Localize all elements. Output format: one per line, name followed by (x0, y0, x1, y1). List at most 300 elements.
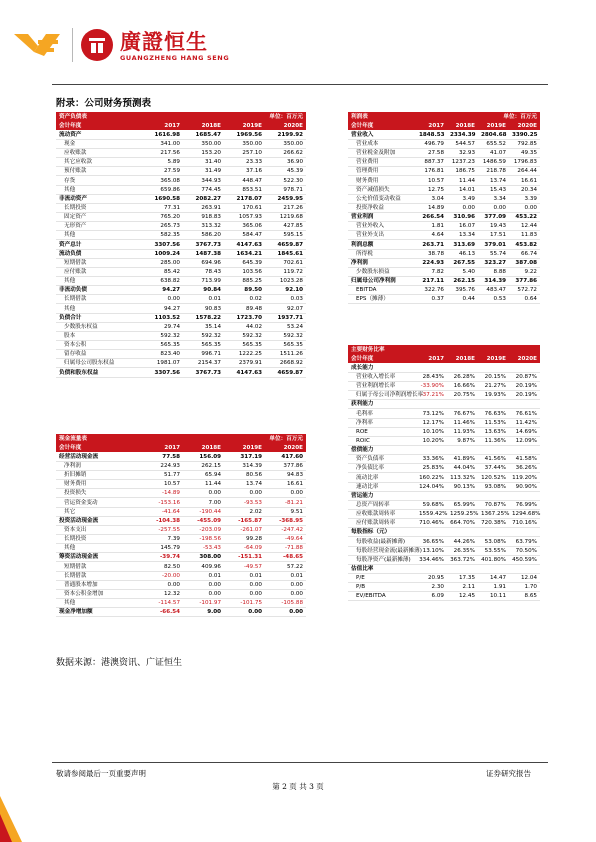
cell-value: -190.44 (183, 507, 224, 516)
row-label: 净利润 (56, 461, 142, 470)
cell-value: 124.04% (416, 482, 447, 491)
cell-value: -153.16 (142, 498, 183, 507)
column-header: 会计年度 (348, 354, 416, 363)
cell-value: 592.32 (142, 331, 183, 340)
cell-value: 14.89 (416, 203, 447, 212)
cell-value: 17.51 (478, 231, 509, 240)
cell-value: 0.00 (224, 608, 265, 617)
year-header: 2017 (142, 121, 183, 130)
cell-value: 1.91 (478, 583, 509, 592)
row-label: 负债和股东权益 (56, 368, 142, 377)
cell-value: 65.99% (447, 500, 478, 509)
cell-value: 11.42% (509, 418, 540, 427)
cell-value: 11.93% (447, 427, 478, 436)
cell-value: 145.79 (142, 544, 183, 553)
cell-value: 11.83 (509, 231, 540, 240)
cell-value: 12.17% (416, 418, 447, 427)
table-unit: 单位：百万元 (224, 434, 306, 443)
cell-value: 448.47 (224, 176, 265, 185)
cell-value: 1723.70 (224, 313, 265, 322)
table-row (56, 489, 306, 498)
row-label: 预付账款 (56, 167, 142, 176)
table-row (56, 331, 306, 340)
cell-value: 77.58 (142, 452, 183, 461)
table-row (348, 555, 540, 564)
cell-value: 1023.28 (265, 277, 306, 286)
cell-value (416, 446, 447, 455)
row-label: 短期借款 (56, 258, 142, 267)
cell-value: 36.26% (509, 464, 540, 473)
column-header: 会计年度 (56, 121, 142, 130)
table-row (56, 368, 306, 377)
cell-value: 1103.52 (142, 313, 183, 322)
cell-value: 341.00 (142, 139, 183, 148)
cell-value: 1634.21 (224, 249, 265, 258)
cell-value: 85.42 (142, 267, 183, 276)
cell-value: 8.65 (509, 592, 540, 601)
row-label: 资产总计 (56, 240, 142, 249)
cell-value: 0.00 (265, 580, 306, 589)
cell-value: 694.96 (183, 258, 224, 267)
cell-value: 310.96 (447, 213, 478, 222)
cell-value: 186.75 (447, 167, 478, 176)
table-row (56, 203, 306, 212)
cell-value (478, 528, 509, 537)
cell-value: 1259.25% (447, 510, 478, 519)
cell-value: 41.89% (447, 455, 478, 464)
table-row (348, 519, 540, 528)
row-label: EPS（摊薄） (348, 295, 416, 304)
cell-value: 3767.73 (183, 368, 224, 377)
cell-value: 20.34 (509, 185, 540, 194)
cell-value: 885.25 (224, 277, 265, 286)
table-row (56, 322, 306, 331)
cell-value (447, 528, 478, 537)
table-row (348, 249, 540, 258)
row-label: 应付账款 (56, 267, 142, 276)
cell-value: 93.08% (478, 482, 509, 491)
row-label: 其他 (56, 277, 142, 286)
cell-value: 377.86 (265, 461, 306, 470)
row-label: 成长能力 (348, 363, 416, 372)
cell-value: 263.91 (183, 203, 224, 212)
table-row (348, 528, 540, 537)
table-title-row (56, 112, 306, 121)
cell-value: 0.01 (183, 295, 224, 304)
cell-value: 659.86 (142, 185, 183, 194)
cell-value: 77.31 (142, 203, 183, 212)
cell-value: 14.01 (447, 185, 478, 194)
footer-divider (52, 762, 548, 763)
cell-value: 377.86 (509, 277, 540, 286)
cell-value: 710.16% (509, 519, 540, 528)
cell-value: 853.51 (224, 185, 265, 194)
row-label: 偿债能力 (348, 446, 416, 455)
cell-value: 3.39 (509, 194, 540, 203)
cell-value (478, 400, 509, 409)
cell-value: 16.66% (447, 382, 478, 391)
row-label: 股本 (56, 331, 142, 340)
table-row (348, 231, 540, 240)
row-label: 营业利润增长率 (348, 382, 416, 391)
row-label: 其他 (56, 304, 142, 313)
cell-value: 21.27% (478, 382, 509, 391)
row-label: 少数股东损益 (348, 267, 416, 276)
cell-value: 19.93% (478, 391, 509, 400)
cell-value: -39.74 (142, 553, 183, 562)
cell-value: 0.44 (447, 295, 478, 304)
row-label: 长期借款 (56, 295, 142, 304)
cell-value: -101.75 (224, 599, 265, 608)
cell-value: 0.00 (265, 589, 306, 598)
cell-value (447, 363, 478, 372)
row-label: 其他 (56, 231, 142, 240)
cell-value (416, 564, 447, 573)
cell-value: 664.70% (447, 519, 478, 528)
table-row (348, 267, 540, 276)
cell-value (416, 400, 447, 409)
cell-value: 313.32 (183, 222, 224, 231)
cell-value: 323.27 (478, 258, 509, 267)
cell-value: 2178.07 (224, 194, 265, 203)
cell-value: 4147.63 (224, 368, 265, 377)
table-row (56, 350, 306, 359)
row-label: 资本公积 (56, 341, 142, 350)
row-label: 营业成本 (348, 139, 416, 148)
cell-value: 0.00 (183, 589, 224, 598)
cell-value: 377.09 (478, 213, 509, 222)
cell-value: 4659.87 (265, 368, 306, 377)
cell-value: 25.83% (416, 464, 447, 473)
row-label: 筹资活动现金流 (56, 553, 142, 562)
row-label: 公允价值变动收益 (348, 194, 416, 203)
table-row (56, 535, 306, 544)
row-label: 现金 (56, 139, 142, 148)
cell-value: 45.39 (265, 167, 306, 176)
table-row (348, 491, 540, 500)
cell-value: 1685.47 (183, 130, 224, 139)
cell-value: 544.57 (447, 139, 478, 148)
cell-value: 94.83 (265, 471, 306, 480)
cell-value: 262.15 (183, 461, 224, 470)
table-row (348, 286, 540, 295)
cell-value: 1.70 (509, 583, 540, 592)
table-row (56, 277, 306, 286)
cell-value: 16.61 (265, 480, 306, 489)
cell-value: 78.43 (183, 267, 224, 276)
year-header: 2020E (265, 443, 306, 452)
cell-value: 3307.56 (142, 368, 183, 377)
cell-value: 153.20 (183, 149, 224, 158)
row-label: 净利率 (348, 418, 416, 427)
row-label: 归属母公司净利润 (348, 277, 416, 286)
table-row (56, 452, 306, 461)
cell-value: 0.00 (265, 608, 306, 617)
cell-value: 51.77 (142, 471, 183, 480)
row-label: EV/EBITDA (348, 592, 416, 601)
cell-value: 27.58 (416, 149, 447, 158)
table-row (348, 158, 540, 167)
brand-name-cn: 廣證恒生 (120, 30, 208, 54)
cell-value: 522.30 (265, 176, 306, 185)
table-row (56, 304, 306, 313)
cell-value: 978.71 (265, 185, 306, 194)
cell-value: 7.82 (416, 267, 447, 276)
row-label: 折旧摊销 (56, 471, 142, 480)
cell-value: 89.48 (224, 304, 265, 313)
table-row (56, 553, 306, 562)
cell-value: 53.24 (265, 322, 306, 331)
cell-value: 14.69% (509, 427, 540, 436)
cell-value: 0.00 (224, 489, 265, 498)
cell-value: 4659.87 (265, 240, 306, 249)
cell-value: 5.89 (142, 158, 183, 167)
cell-value: 285.00 (142, 258, 183, 267)
cell-value: 73.12% (416, 409, 447, 418)
cell-value: 46.13 (447, 249, 478, 258)
year-header: 2019E (224, 121, 265, 130)
cell-value: 10.57 (142, 480, 183, 489)
row-label: 普通股本增加 (56, 580, 142, 589)
income-statement-table (348, 112, 540, 304)
year-header: 2018E (447, 354, 478, 363)
table-row (56, 471, 306, 480)
cell-value: 1219.68 (265, 213, 306, 222)
cell-value: 36.65% (416, 537, 447, 546)
cell-value: 224.93 (142, 461, 183, 470)
cell-value: 65.94 (183, 471, 224, 480)
row-label: 流动负债 (56, 249, 142, 258)
row-label: 营运资金变动 (56, 498, 142, 507)
table-row (56, 571, 306, 580)
cell-value: 20.75% (447, 391, 478, 400)
cell-value: 90.90% (509, 482, 540, 491)
cell-value: 53.08% (478, 537, 509, 546)
cell-value: 1367.25% (478, 510, 509, 519)
table-row (348, 372, 540, 381)
cell-value: 1845.61 (265, 249, 306, 258)
row-label: 每股净资产(最新摊薄) (348, 555, 416, 564)
table-row (348, 363, 540, 372)
cell-value: 350.00 (224, 139, 265, 148)
cell-value: 10.57 (416, 176, 447, 185)
cell-value: 27.59 (142, 167, 183, 176)
table-row (348, 277, 540, 286)
balance-sheet-table (56, 112, 306, 378)
table-row (348, 436, 540, 445)
row-label: 总资产周转率 (348, 500, 416, 509)
cell-value: 20.19% (509, 391, 540, 400)
table-row (56, 258, 306, 267)
row-label: 净利润 (348, 258, 416, 267)
cell-value: 90.84 (183, 286, 224, 295)
cell-value: 266.54 (416, 213, 447, 222)
row-label: 应收账款周转率 (348, 510, 416, 519)
cell-value: 29.74 (142, 322, 183, 331)
cell-value: 713.99 (183, 277, 224, 286)
cell-value (478, 363, 509, 372)
cell-value: 70.50% (509, 546, 540, 555)
cell-value: 395.76 (447, 286, 478, 295)
cell-value (447, 564, 478, 573)
cell-value (416, 491, 447, 500)
cell-value: 266.62 (265, 149, 306, 158)
cell-value: 8.88 (478, 267, 509, 276)
cell-value: 12.04 (509, 574, 540, 583)
cell-value: 59.68% (416, 500, 447, 509)
cell-value: 44.26% (447, 537, 478, 546)
cell-value: 119.72 (265, 267, 306, 276)
row-label: 资产减值损失 (348, 185, 416, 194)
cell-value: 2.11 (447, 583, 478, 592)
cell-value: 53.55% (478, 546, 509, 555)
row-label: 应付账款周转率 (348, 519, 416, 528)
table-row (56, 580, 306, 589)
cell-value: 0.03 (265, 295, 306, 304)
year-header: 2019E (478, 354, 509, 363)
row-label: 营业税金及附加 (348, 149, 416, 158)
year-header: 2020E (265, 121, 306, 130)
table-row (56, 295, 306, 304)
cell-value: 120.52% (478, 473, 509, 482)
cell-value: 483.47 (478, 286, 509, 295)
cell-value: 17.35 (447, 574, 478, 583)
year-header: 2017 (142, 443, 183, 452)
cell-value: 9.51 (265, 507, 306, 516)
cell-value: 70.87% (478, 500, 509, 509)
row-label: 资产负债率 (348, 455, 416, 464)
cell-value: 1796.83 (509, 158, 540, 167)
table-row (348, 222, 540, 231)
cell-value: 224.93 (416, 258, 447, 267)
cell-value: 66.74 (509, 249, 540, 258)
cell-value: 450.59% (509, 555, 540, 564)
cell-value: 94.27 (142, 286, 183, 295)
table-row (56, 599, 306, 608)
table-unit: 单位：百万元 (478, 112, 540, 121)
cell-value: 565.35 (183, 341, 224, 350)
cell-value: 265.73 (142, 222, 183, 231)
row-label: 其他 (56, 544, 142, 553)
cell-value: 2379.91 (224, 359, 265, 368)
table-row (348, 194, 540, 203)
cell-value: 57.22 (265, 562, 306, 571)
cell-value: 1848.53 (416, 130, 447, 139)
cell-value: 595.15 (265, 231, 306, 240)
row-label: 固定资产 (56, 213, 142, 222)
table-unit: 单位：百万元 (224, 112, 306, 121)
row-label: 经营活动现金流 (56, 452, 142, 461)
cell-value: 41.07 (478, 149, 509, 158)
cell-value: 572.72 (509, 286, 540, 295)
table-row (56, 498, 306, 507)
cell-value: 10.10% (416, 427, 447, 436)
cell-value: 20.15% (478, 372, 509, 381)
cell-value: 453.22 (509, 213, 540, 222)
logo-divider (72, 28, 73, 62)
row-label: ROE (348, 427, 416, 436)
financial-ratios-table (348, 345, 540, 601)
column-header: 会计年度 (348, 121, 416, 130)
table-title: 资产负债表 (56, 112, 224, 121)
cell-value: 9.87% (447, 436, 478, 445)
cell-value: 82.50 (142, 562, 183, 571)
cell-value (478, 564, 509, 573)
cell-value (447, 446, 478, 455)
table-row (348, 149, 540, 158)
table-title-row (348, 112, 540, 121)
table-row (56, 176, 306, 185)
cell-value: 16.61 (509, 176, 540, 185)
cell-value: -93.53 (224, 498, 265, 507)
cell-value: 2199.92 (265, 130, 306, 139)
cell-value: 2082.27 (183, 194, 224, 203)
cell-value: 35.14 (183, 322, 224, 331)
row-label: 少数股东权益 (56, 322, 142, 331)
company-logo-icon (14, 26, 64, 62)
cell-value: 365.08 (142, 176, 183, 185)
cell-value: 3.04 (416, 194, 447, 203)
cell-value: 15.43 (478, 185, 509, 194)
cell-value: 63.79% (509, 537, 540, 546)
row-label: 短期借款 (56, 562, 142, 571)
cell-value: 401.80% (478, 555, 509, 564)
row-label: 净负债比率 (348, 464, 416, 473)
cell-value: 379.01 (478, 240, 509, 249)
cell-value: -114.57 (142, 599, 183, 608)
row-label: ROIC (348, 436, 416, 445)
cell-value: 13.74 (224, 480, 265, 489)
cell-value (509, 528, 540, 537)
table-row (56, 359, 306, 368)
header-divider (52, 84, 548, 85)
cell-value: 592.32 (224, 331, 265, 340)
cell-value: 156.09 (183, 452, 224, 461)
cell-value: 496.79 (416, 139, 447, 148)
cell-value: 792.85 (509, 139, 540, 148)
cell-value: 80.56 (224, 471, 265, 480)
table-row (56, 608, 306, 617)
table-row (348, 382, 540, 391)
row-label: 流动比率 (348, 473, 416, 482)
cell-value: 26.35% (447, 546, 478, 555)
cell-value: 3.34 (478, 194, 509, 203)
cell-value (509, 400, 540, 409)
cell-value: 113.32% (447, 473, 478, 482)
cell-value: 584.47 (224, 231, 265, 240)
table-row (348, 295, 540, 304)
cell-value: 41.56% (478, 455, 509, 464)
cell-value: 2668.92 (265, 359, 306, 368)
cell-value: 1690.58 (142, 194, 183, 203)
table-title-row (348, 345, 540, 354)
cell-value: 387.08 (509, 258, 540, 267)
row-label: 每股指标（元） (348, 528, 416, 537)
page-number: 第 2 页 共 3 页 (272, 782, 324, 791)
table-row (348, 130, 540, 139)
cell-value: 774.45 (183, 185, 224, 194)
table-row (348, 464, 540, 473)
cell-value: 0.64 (509, 295, 540, 304)
cell-value: 99.28 (224, 535, 265, 544)
cell-value (447, 491, 478, 500)
brand-name-en: GUANGZHENG HANG SENG (120, 54, 230, 62)
cell-value: 12.45 (447, 592, 478, 601)
table-row (348, 213, 540, 222)
row-label: 负债合计 (56, 313, 142, 322)
row-label: 投资损失 (56, 489, 142, 498)
table-row (348, 455, 540, 464)
